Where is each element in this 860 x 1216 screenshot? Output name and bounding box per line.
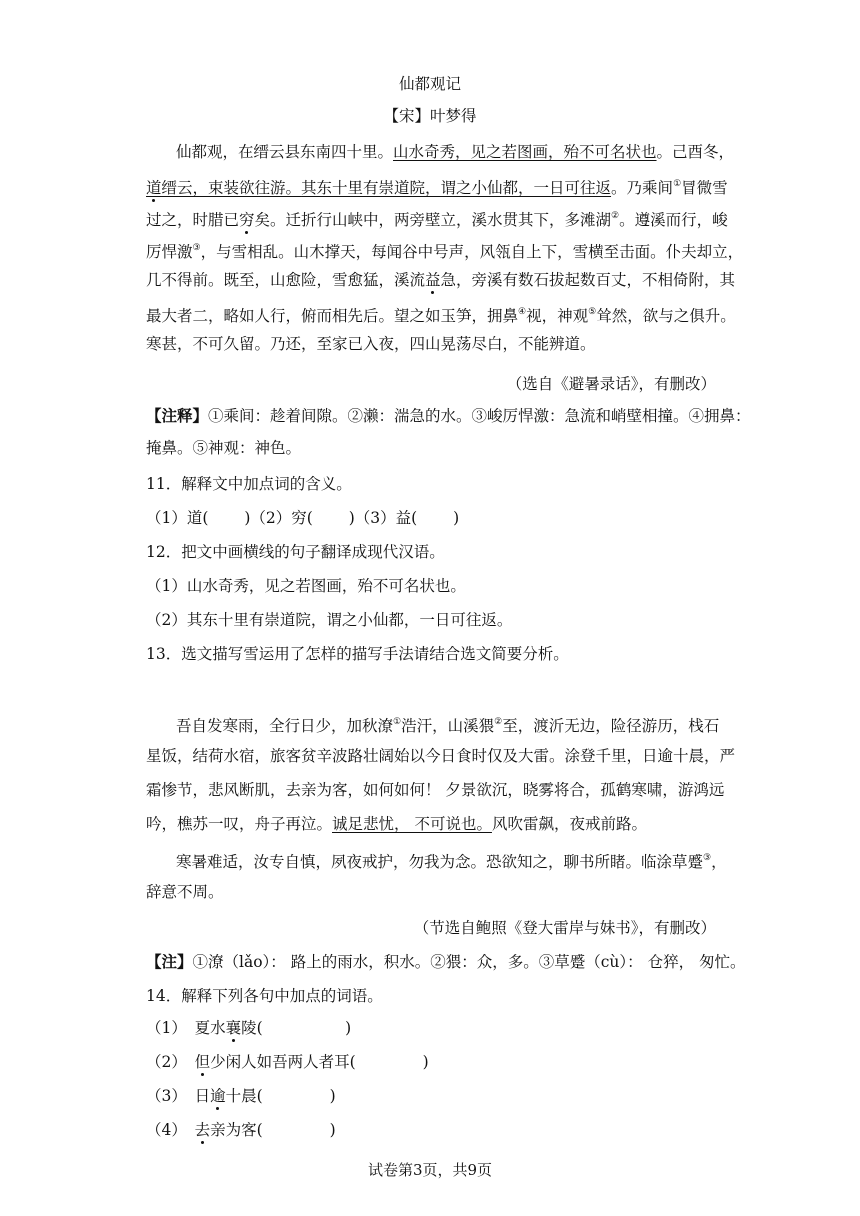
passage-line: 几不得前。既至，山愈险，雪愈猛，溪流益急，旁溪有数石拔起数百丈，不相倚附，其 (146, 271, 736, 289)
question-12-item: （1）山水奇秀，见之若图画，殆不可名状也。 (146, 577, 466, 595)
question-14: 14．解释下列各句中加点的词语。 (146, 987, 383, 1005)
passage2-line: 吟，樵苏一叹，舟子再泣。诚足悲忧， 不可说也。风吹雷飙，夜戒前路。 (146, 815, 647, 833)
passage-line: 过之，时腊已穷矣。迁折行山峡中，两旁壁立，溪水贯其下，多滩湖②。遵溪而行，峻 (146, 211, 728, 229)
annotation: 掩鼻。⑤神观：神色。 (146, 439, 302, 457)
dotted-word: 益 (425, 271, 441, 289)
passage2-line: 寒暑难适，汝专自慎，夙夜戒护，勿我为念。恐欲知之，聊书所睹。临涂草蹙③， (176, 853, 727, 871)
page-footer: 试卷第3页，共9页 (367, 1161, 493, 1179)
dotted-word: 襄 (225, 1019, 242, 1037)
passage-line: 道缙云，束装欲往游。其东十里有崇道院，谓之小仙都，一日可往返。乃乘间①冒微雪 (146, 179, 728, 197)
question-14-item: （4） 去亲为客( ) (146, 1121, 336, 1139)
annotation: 【注释】①乘间：趁着间隙。②濑：湍急的水。③峻厉悍激：急流和峭壁相撞。④拥鼻： (146, 406, 751, 425)
question-13: 13．选文描写雪运用了怎样的描写手法请结合选文简要分析。 (146, 645, 569, 663)
passage-author: 【宋】叶梦得 (383, 107, 477, 125)
dotted-word: 道 (146, 179, 162, 197)
passage2-source: （节选自鲍照《登大雷岸与妹书》，有删改） (413, 919, 716, 937)
passage-title: 仙都观记 (398, 75, 461, 93)
question-12: 12．把文中画横线的句子翻译成现代汉语。 (146, 543, 445, 561)
annotation: 【注】①潦（lǎo）： 路上的雨水，积水。②猥：众，多。③草蹙（cù）： 仓猝， 匆忙。 (146, 952, 746, 971)
passage-source: （选自《避暑录话》，有删改） (506, 375, 716, 393)
question-12-item: （2）其东十里有崇道院，谓之小仙都，一日可往返。 (146, 611, 513, 629)
passage2-line: 星饭，结荷水宿，旅客贫辛波路壮阔始以今日食时仅及大雷。涂登千里，日逾十晨，严 (146, 747, 736, 765)
passage-line: 最大者二，略如人行，俯而相先后。望之如玉笋，拥鼻④视，神观⑤耸然，欲与之俱升。 (146, 307, 736, 325)
passage-line: 寒甚，不可久留。乃还，至家已入夜，四山晃荡尽白，不能辨道。 (146, 335, 596, 353)
passage2-line: 吾自发寒雨，全行日少，加秋潦①浩汗，山溪猥②至，渡沂无边，险径游历，栈石 (176, 717, 720, 735)
passage2-line: 辞意不周。 (146, 883, 224, 901)
question-14-item: （3） 日逾十晨( ) (146, 1087, 336, 1105)
question-14-item: （1） 夏水襄陵( ) (146, 1019, 352, 1037)
dotted-word: 但 (194, 1053, 211, 1071)
passage-line: 厉悍激③，与雪相乱。山木撑天，每闻谷中号声，风瓴自上下，雪横至击面。仆夫却立， (146, 243, 744, 261)
passage-line: 仙都观，在缙云县东南四十里。山水奇秀，见之若图画，殆不可名状也。己酉冬， (176, 143, 735, 161)
dotted-word: 去 (194, 1121, 211, 1139)
question-11: 11．解释文中加点词的含义。 (146, 475, 352, 493)
dotted-word: 穷 (239, 211, 255, 229)
question-14-item: （2） 但少闲人如吾两人者耳( ) (146, 1053, 429, 1071)
passage2-line: 霜惨节，悲风断肌，去亲为客，如何如何！ 夕景欲沉，晓雾将合，孤鹤寒啸，游鸿远 (146, 781, 725, 799)
dotted-word: 逾 (210, 1087, 226, 1105)
question-11-blanks: （1）道( )（2）穷( )（3）益( ) (146, 509, 460, 527)
